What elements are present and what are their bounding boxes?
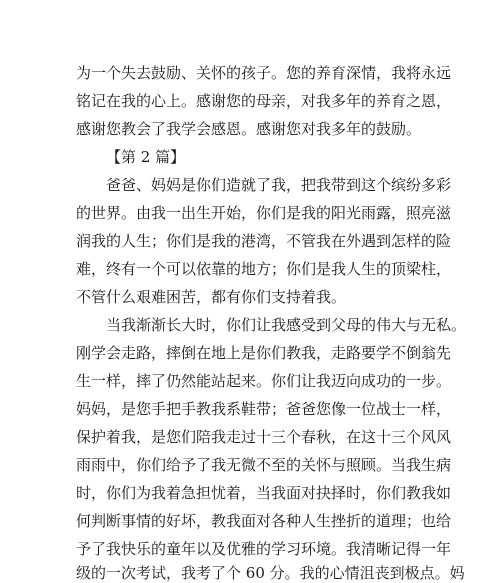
text-line: 润我的人生；你们是我的港湾，不管我在外遇到怎样的险	[76, 232, 452, 250]
text-line: 铭记在我的心上。感谢您的母亲，对我多年的养育之恩，	[76, 92, 452, 110]
text-line: 为一个失去鼓励、关怀的孩子。您的养育深情，我将永远	[76, 64, 452, 82]
text-line: 时，你们为我着急担忧着，当我面对抉择时，你们教我如	[76, 484, 452, 502]
section-heading: 【第 2 篇】	[106, 148, 186, 166]
text-line: 予了我快乐的童年以及优雅的学习环境。我清晰记得一年	[76, 540, 452, 558]
text-line: 当我渐渐长大时，你们让我感受到父母的伟大与无私。	[106, 316, 467, 334]
text-line: 雨雨中，你们给予了我无微不至的关怀与照顾。当我生病	[76, 456, 452, 474]
text-line: 何判断事情的好坏，教我面对各种人生挫折的道理；也给	[76, 512, 452, 530]
text-line: 感谢您教会了我学会感恩。感谢您对我多年的鼓励。	[76, 120, 422, 138]
text-line: 妈妈，是您手把手教我系鞋带；爸爸您像一位战士一样，	[76, 400, 452, 418]
text-line: 生一样，摔了仍然能站起来。你们让我迈向成功的一步。	[76, 372, 452, 390]
text-line: 级的一次考试，我考了个 60 分。我的心情沮丧到极点。妈	[76, 564, 465, 582]
text-line: 保护着我，是您们陪我走过十三个春秋，在这十三个风风	[76, 428, 452, 446]
text-line: 的世界。由我一出生开始，你们是我的阳光雨露，照亮滋	[76, 204, 452, 222]
text-line: 爸爸、妈妈是你们造就了我，把我带到这个缤纷多彩	[106, 176, 452, 194]
text-line: 难，终有一个可以依靠的地方；你们是我人生的顶梁柱，	[76, 260, 452, 278]
text-line: 不管什么艰难困苦，都有你们支持着我。	[76, 288, 347, 306]
text-line: 刚学会走路，摔倒在地上是你们教我，走路要学不倒翁先	[76, 344, 452, 362]
